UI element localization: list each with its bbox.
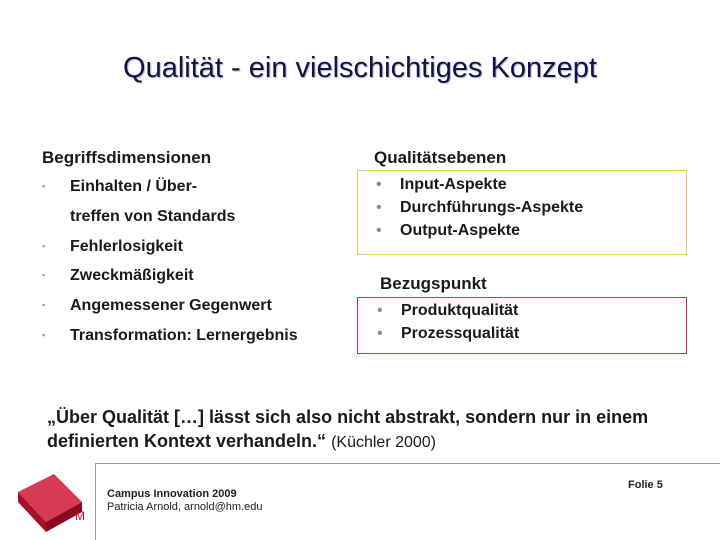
quote [47,405,687,455]
footer-event: Campus Innovation 2009 [107,488,237,500]
bullet-marker: • [377,302,383,319]
bullet-marker: • [376,176,382,193]
footer-divider [95,463,720,464]
footer-author: Patricia Arnold, arnold@hm.edu [107,501,263,513]
hm-logo-icon [8,462,92,534]
slide-title: Qualität - ein vielschichtiges Konzept [123,52,597,84]
bullet-marker: • [376,199,382,216]
heading-bezugspunkt: Bezugspunkt [380,274,487,293]
footer-divider-vertical [95,463,96,540]
heading-qualitaetsebenen: Qualitätsebenen [374,148,507,167]
footer-info [107,488,262,514]
bullet-marker: • [377,325,383,342]
bullet-marker: ▪ [42,241,46,251]
logo-letter: M [75,509,85,523]
bullet-marker: • [376,222,382,239]
heading-begriffsdimensionen: Begriffsdimensionen [42,148,212,167]
bullet-marker: ▪ [42,181,46,191]
bullet-marker: ▪ [42,330,46,340]
quote-text: „Über Qualität […] lässt sich also nicht abstrakt, sondern nur in einem definierten Kontext verhandeln.“ [47,407,649,451]
bullet-marker: ▪ [42,300,46,310]
quote-citation: (Küchler 2000) [331,434,437,451]
slide-number: Folie 5 [628,479,663,491]
bullet-marker: ▪ [42,270,46,280]
